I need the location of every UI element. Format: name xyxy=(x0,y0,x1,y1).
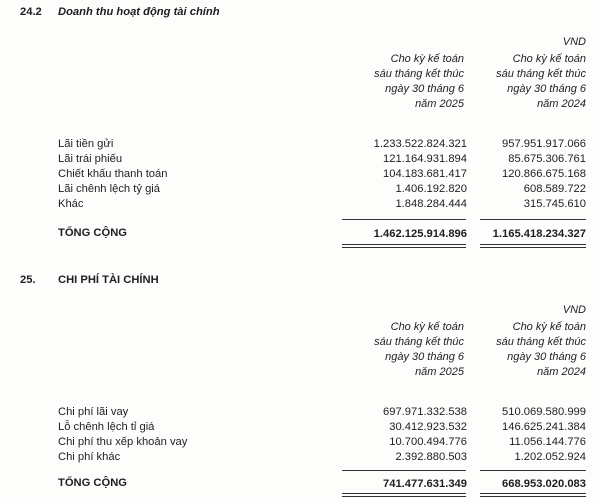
row-label: Chi phí thu xếp khoản vay xyxy=(58,436,188,448)
value-2025: 10.700.494.776 xyxy=(389,436,467,448)
value-2025: 1.848.284.444 xyxy=(395,198,467,210)
total-value-2025: 741.477.631.349 xyxy=(383,478,467,490)
subtotal-rule-2025 xyxy=(342,219,466,220)
value-2025: 30.412.923.532 xyxy=(389,421,467,433)
total-value-2025: 1.462.125.914.896 xyxy=(373,228,467,240)
total-label: TỔNG CỘNG xyxy=(58,477,127,489)
value-2025: 2.392.880.503 xyxy=(395,451,467,463)
row-label: Lãi tiền gửi xyxy=(58,138,114,150)
subtotal-rule-2025 xyxy=(342,470,466,471)
section-25-heading xyxy=(20,274,159,286)
table-row xyxy=(0,167,600,181)
row-label: Chiết khấu thanh toán xyxy=(58,168,168,180)
table-row xyxy=(0,197,600,211)
value-2024: 315.745.610 xyxy=(523,198,586,210)
value-2024: 85.675.306.761 xyxy=(508,153,586,165)
section-number: 24.2 xyxy=(20,6,42,18)
total-value-2024: 668.953.020.083 xyxy=(502,478,586,490)
column-header-2025: Cho kỳ kế toán sáu tháng kết thúc ngày 30 tháng 6 năm 2025 xyxy=(374,53,464,110)
table-row xyxy=(0,152,600,166)
row-label: Lãi chênh lệch tỷ giá xyxy=(58,183,160,195)
value-2024: 146.625.241.384 xyxy=(502,421,586,433)
subtotal-rule-2024 xyxy=(480,470,586,471)
value-2025: 697.971.332.538 xyxy=(383,406,467,418)
total-row xyxy=(0,474,600,492)
value-2025: 121.164.931.894 xyxy=(383,153,467,165)
table-row xyxy=(0,435,600,449)
value-2024: 957.951.917.066 xyxy=(502,138,586,150)
table-row xyxy=(0,420,600,434)
column-header-2024: Cho kỳ kế toán sáu tháng kết thúc ngày 30 tháng 6 năm 2024 xyxy=(496,321,586,378)
section-title: Doanh thu hoạt động tài chính xyxy=(58,6,220,18)
column-header-2024: Cho kỳ kế toán sáu tháng kết thúc ngày 30 tháng 6 năm 2024 xyxy=(496,53,586,110)
table-row xyxy=(0,137,600,151)
row-label: Khác xyxy=(58,198,84,210)
value-2025: 104.183.681.417 xyxy=(383,168,467,180)
value-2025: 1.406.192.820 xyxy=(395,183,467,195)
subtotal-rule-2024 xyxy=(480,219,586,220)
total-double-rule-2024 xyxy=(480,493,586,497)
section-title: CHI PHÍ TÀI CHÍNH xyxy=(58,274,159,286)
table-row xyxy=(0,450,600,464)
section-number: 25. xyxy=(20,274,36,286)
table-row xyxy=(0,405,600,419)
total-double-rule-2024 xyxy=(480,244,586,248)
currency-unit: VND xyxy=(562,304,586,316)
value-2024: 1.202.052.924 xyxy=(514,451,586,463)
total-double-rule-2025 xyxy=(342,493,466,497)
value-2024: 608.589.722 xyxy=(523,183,586,195)
value-2024: 11.056.144.776 xyxy=(509,436,586,448)
value-2024: 120.866.675.168 xyxy=(502,168,586,180)
total-row xyxy=(0,224,600,242)
total-value-2024: 1.165.418.234.327 xyxy=(492,228,586,240)
row-label: Lỗ chênh lệch tỉ giá xyxy=(58,421,155,433)
section-24-2-heading xyxy=(20,6,220,18)
value-2025: 1.233.522.824.321 xyxy=(373,138,467,150)
table-row xyxy=(0,182,600,196)
total-double-rule-2025 xyxy=(342,244,466,248)
total-label: TỔNG CỘNG xyxy=(58,227,127,239)
currency-unit: VND xyxy=(562,36,586,48)
row-label: Chi phí lãi vay xyxy=(58,406,129,418)
value-2024: 510.069.580.999 xyxy=(502,406,586,418)
column-header-2025: Cho kỳ kế toán sáu tháng kết thúc ngày 30 tháng 6 năm 2025 xyxy=(374,321,464,378)
row-label: Chi phí khác xyxy=(58,451,121,463)
row-label: Lãi trái phiếu xyxy=(58,153,123,165)
